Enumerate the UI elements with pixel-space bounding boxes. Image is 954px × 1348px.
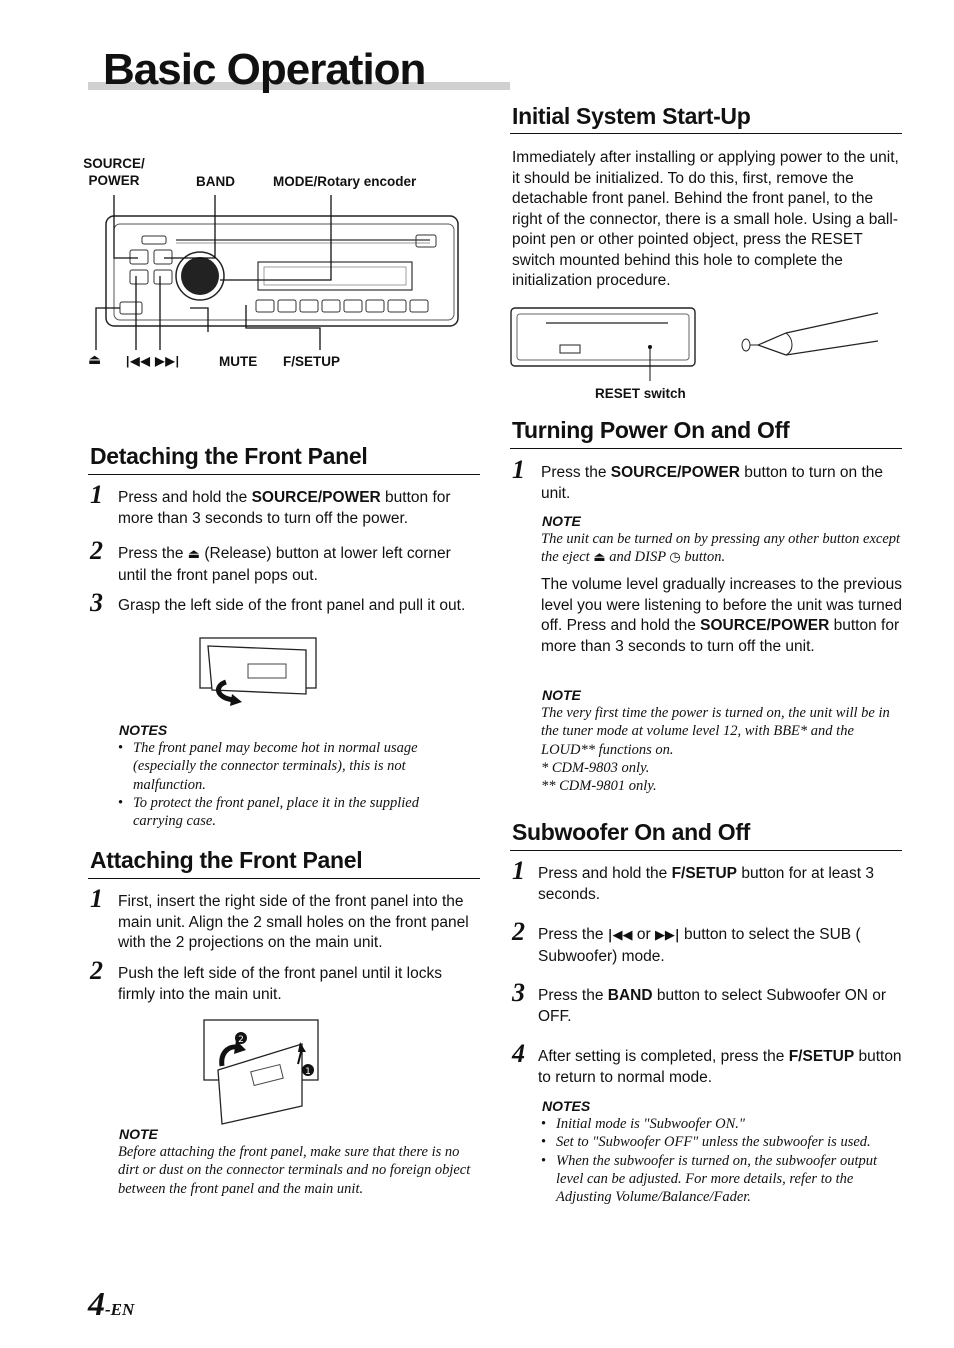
step-number: 1 (90, 884, 103, 913)
step-number: 1 (90, 480, 103, 509)
list-item: • The front panel may become hot in normal usage (especially the connector terminals), this is not malfunction. (118, 739, 458, 794)
section-rule (510, 133, 902, 134)
list-item: • Set to "Subwoofer OFF" unless the subwoofer is used. (541, 1133, 903, 1151)
page-number: 4-EN (88, 1286, 135, 1323)
label-band: BAND (196, 174, 235, 189)
step-number: 2 (512, 917, 525, 946)
step-text: Press the ⏏ (Release) button at lower left corner until the front panel pops out. (118, 545, 451, 584)
head-unit-drawing (80, 150, 480, 380)
list-item: • When the subwoofer is turned on, the subwoofer output level can be adjusted. For more details, refer to the Adjusting Volume/Balance/Fader. (541, 1152, 903, 1207)
step-text: Press the SOURCE/POWER button to turn on the unit. (541, 464, 884, 502)
svg-text:2: 2 (238, 1035, 244, 1045)
attach-panel-illustration (200, 1016, 324, 1128)
eject-icon: ⏏ (187, 547, 201, 562)
step-text: Grasp the left side of the front panel and pull it out. (118, 597, 466, 614)
detach-panel-illustration (198, 636, 320, 706)
power-body-text: The volume level gradually increases to the previous level you were listening to before the unit was turned off. Press and hold the SOURCE/POWER button for more than 3 seconds to turn off the unit. (541, 576, 903, 655)
note-text: The very first time the power is turned on, the unit will be in the tuner mode at volume level 12, with BBE* and the LOUD** functions on. * CDM-9803 only. ** CDM-9801 only. (541, 705, 890, 795)
section-title-initial: Initial System Start-Up (512, 103, 751, 129)
prev-track-icon: |◀◀ (607, 928, 633, 943)
step-number: 3 (512, 978, 525, 1007)
label-track-buttons: |◀◀ ▶▶| (126, 354, 180, 368)
label-mode: MODE/Rotary encoder (273, 174, 417, 189)
step-text: Press the |◀◀ or ▶▶| button to select the SUB ( Subwoofer) mode. (538, 926, 861, 965)
section-rule (510, 448, 902, 449)
step-text: Push the left side of the front panel until it locks firmly into the main unit. (118, 965, 442, 1003)
note-text: The unit can be turned on by pressing any other button except the eject ⏏ and DISP ◷ button. (541, 531, 901, 566)
note-text: Before attaching the front panel, make sure that there is no dirt or dust on the connector terminals and no foreign object between the front panel and the main unit. (118, 1144, 471, 1197)
eject-icon: ⏏ (88, 352, 102, 368)
notes-label: NOTES (119, 722, 168, 738)
step-text: After setting is completed, press the F/SETUP button to return to normal mode. (538, 1048, 902, 1086)
eject-icon: ⏏ (593, 550, 606, 566)
list-item: • To protect the front panel, place it in the supplied carrying case. (118, 794, 458, 831)
svg-text:1: 1 (305, 1067, 311, 1077)
section-rule (88, 474, 480, 475)
notes-list (118, 739, 458, 830)
step-number: 1 (512, 856, 525, 885)
step-number: 4 (512, 1039, 525, 1068)
step-number: 3 (90, 588, 103, 617)
page-title: Basic Operation (103, 45, 426, 94)
step-number: 1 (512, 455, 525, 484)
step-number: 2 (90, 956, 103, 985)
label-source-power: SOURCE/ POWER (83, 156, 145, 188)
reset-illustration (508, 305, 888, 381)
label-reset-switch: RESET switch (595, 386, 686, 401)
step-number: 2 (90, 536, 103, 565)
notes-list (541, 1115, 903, 1206)
step-text: Press the BAND button to select Subwoofer ON or OFF. (538, 987, 887, 1025)
list-item: • Initial mode is "Subwoofer ON." (541, 1115, 903, 1133)
step-text: Press and hold the SOURCE/POWER button for more than 3 seconds to turn off the power. (118, 489, 451, 527)
note-label: NOTE (119, 1126, 158, 1142)
step-text: Press and hold the F/SETUP button for at least 3 seconds. (538, 865, 875, 903)
clock-icon: ◷ (669, 550, 681, 566)
section-title-attaching: Attaching the Front Panel (90, 847, 363, 873)
label-fsetup: F/SETUP (283, 354, 341, 369)
section-title-subwoofer: Subwoofer On and Off (512, 819, 751, 845)
notes-label: NOTES (542, 1098, 591, 1114)
initial-body-text: Immediately after installing or applying power to the unit, it should be initialized. To do this, first, remove the detachable front panel. Behind the front panel, to the right of the connector, there is a small hole. Using a ball-point pen or other pointed object, press the RESET switch mounted behind this hole to complete the initialization procedure. (512, 149, 899, 289)
section-rule (88, 878, 480, 879)
section-title-power: Turning Power On and Off (512, 417, 790, 443)
head-unit-diagram (80, 150, 480, 380)
note-label: NOTE (542, 513, 581, 529)
section-rule (510, 850, 902, 851)
section-title-detaching: Detaching the Front Panel (90, 443, 368, 469)
label-mute: MUTE (219, 354, 258, 369)
step-text: First, insert the right side of the front panel into the main unit. Align the 2 small holes on the front panel with the 2 projections on the main unit. (118, 893, 469, 951)
note-label: NOTE (542, 687, 581, 703)
next-track-icon: ▶▶| (654, 928, 680, 943)
